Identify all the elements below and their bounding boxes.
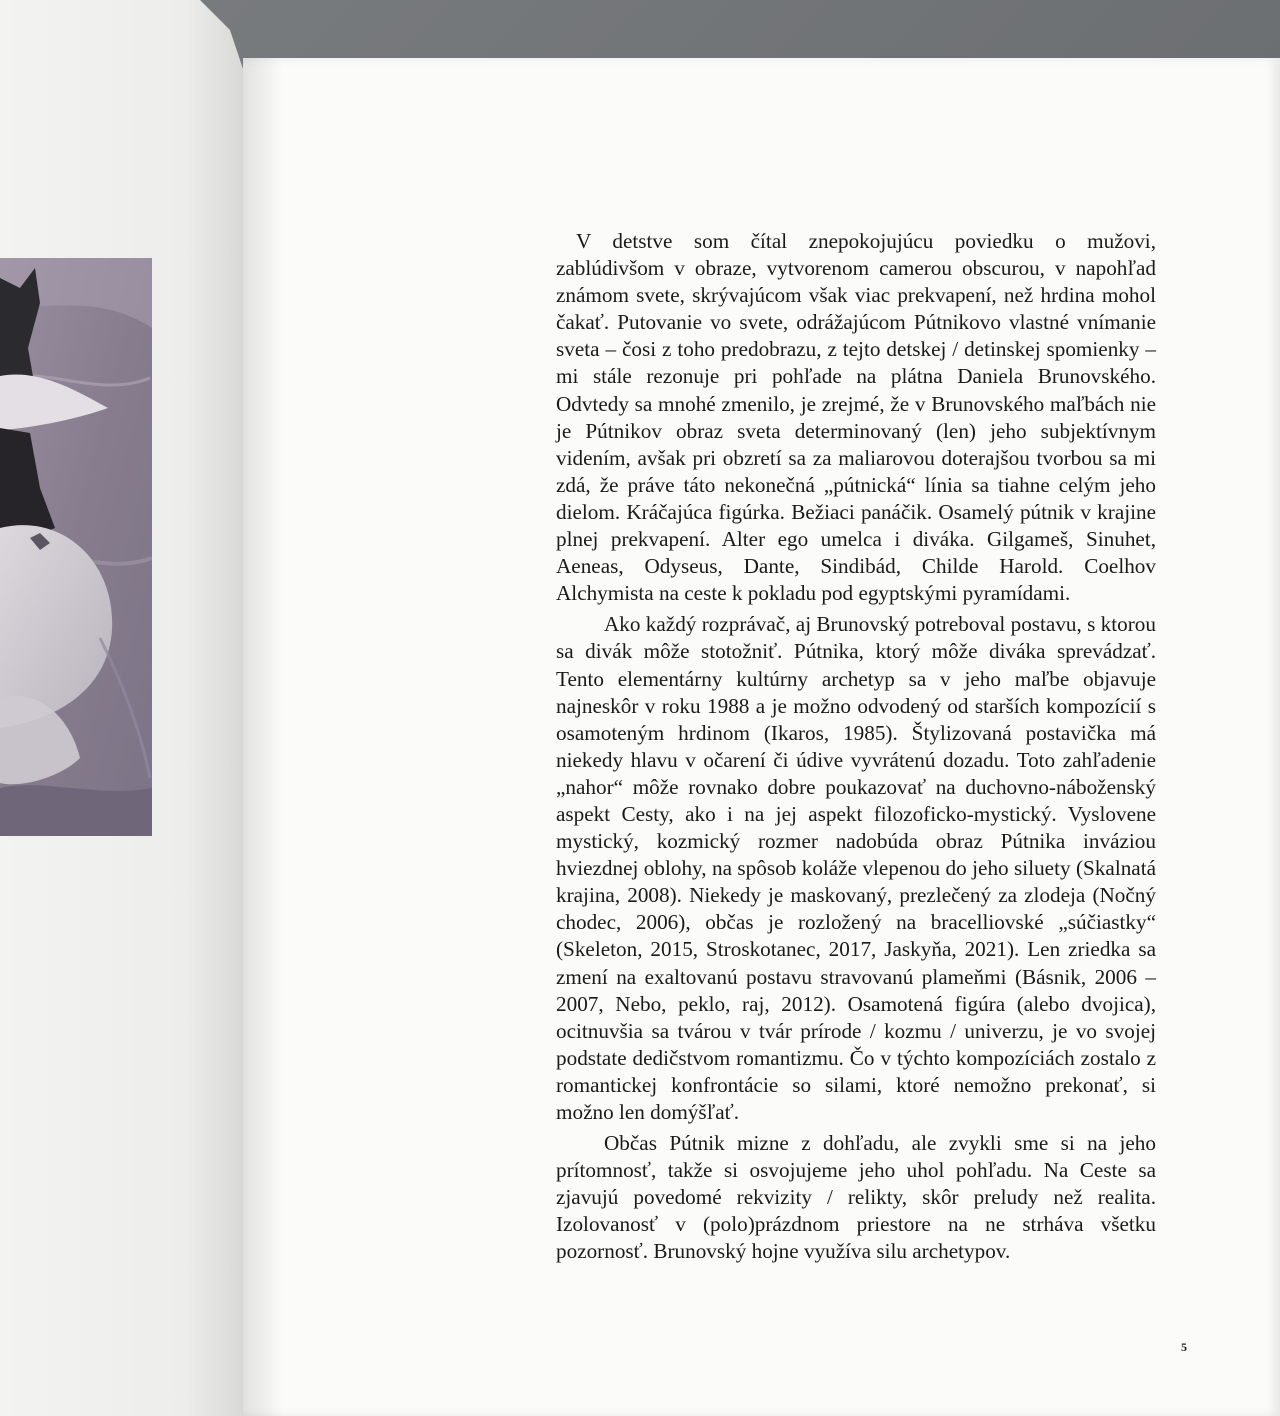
painting-illustration [0,258,152,836]
painting-artwork [0,258,152,836]
paragraph-1: V detstve som čítal znepokojujúcu poviedku o mužovi, zablúdivšom v obraze, vytvorenom camerou obscurou, v napohľad známom svete, skrývajúcom však viac prekvapení, než hrdina mohol čakať. Putovanie vo svete, odrážajúcom Pútnikovo vlastné vnímanie sveta – čosi z toho predobrazu, z tejto detskej / detinskej spomienky – mi stále rezonuje pri pohľade na plátna Daniela Brunovského. Odvtedy sa mnohé zmenilo, je zrejmé, že v Brunovského maľbách nie je Pútnikov obraz sveta determinovaný (len) jeho subjektívnym videním, avšak pri obzretí sa za maliarovou doterajšou tvorbou sa mi zdá, že práve táto nekonečná „pútnická“ línia sa tiahne celým jeho dielom. Kráčajúca figúrka. Bežiaci panáčik. Osamelý pútnik v krajine plnej prekvapení. Alter ego umelca i diváka. Gilgameš, Sinuhet, Aeneas, Odyseus, Dante, Sindibád, Childe Harold. Coelhov Alchymista na ceste k pokladu pod egyptskými pyramídami. [556,229,1156,606]
page-number: 5 [1181,1340,1187,1354]
paragraph-3: Občas Pútnik mizne z dohľadu, ale zvykli sme si na jeho prítomnosť, takže si osvojujeme jeho uhol pohľadu. Na Ceste sa zjavujú povedomé rekvizity / relikty, skôr preludy než realita. Izolovanosť v (polo)prázdnom priestore na ne strháva všetku pozornosť. Brunovský hojne využíva silu archetypov. [556,1131,1156,1264]
paragraph-2: Ako každý rozprávač, aj Brunovský potreboval postavu, s ktorou sa divák môže stotožniť. Pútnika, ktorý môže diváka sprevádzať. Tento elementárny kultúrny archetyp sa v jeho maľbe objavuje najneskôr v roku 1988 a je možno odvodený od starších kompozícií s osamoteným hrdinom (Ikaros, 1985). Štylizovaná postavička má niekedy hlavu v očarení či údive vyvrátenú dozadu. Toto zahľadenie „nahor“ môže rovnako dobre poukazovať na duchovno-náboženský aspekt Cesty, ako i na jej aspekt filozoficko-mystický. Vyslovene mystický, kozmický rozmer nadobúda obraz Pútnika inváziou hviezdnej oblohy, na spôsob koláže vlepenou do jeho siluety (Skalnatá krajina, 2008). Niekedy je maskovaný, prezlečený za zlodeja (Nočný chodec, 2006), občas je rozložený na bracelliovské „súčiastky“ (Skeleton, 2015, Stroskotanec, 2017, Jaskyňa, 2021). Len zriedka sa zmení na exaltovanú postavu stravovanú plameňmi (Básnik, 2006 – 2007, Nebo, peklo, raj, 2012). Osamotená figúra (alebo dvojica), ocitnuvšia sa tvárou v tvár prírode / kozmu / univerzu, je vo svojej podstate dedičstvom romantizmu. Čo v týchto kompozíciách zostalo z romantickej konfrontácie so silami, ktoré nemožno prekonať, si možno len domýšľať. [556,612,1156,1124]
page-gutter-shadow [243,58,283,1416]
body-text [556,228,1156,1266]
